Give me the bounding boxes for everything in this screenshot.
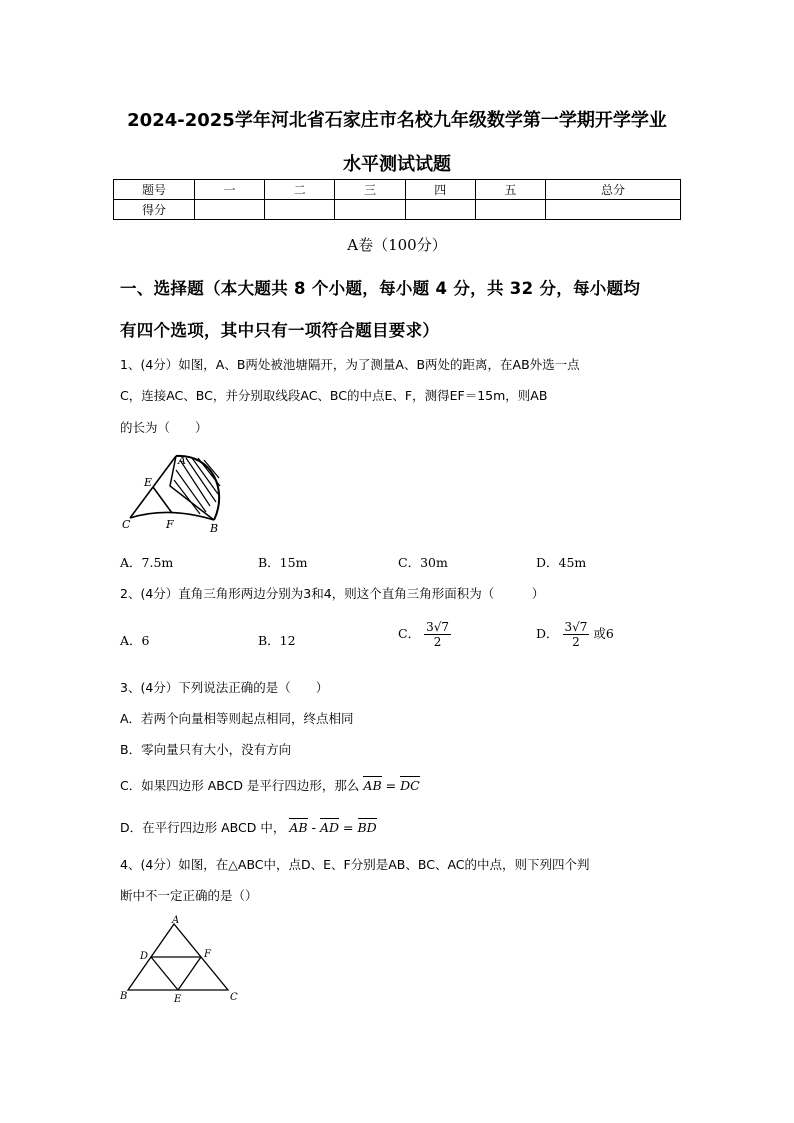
- score-table-score-row: [114, 200, 681, 220]
- q3-option-d[interactable]: [120, 818, 680, 836]
- q1-option-c[interactable]: C．30m: [398, 555, 448, 570]
- fig-label-e: E: [144, 476, 153, 489]
- table-cell: 二: [265, 180, 335, 200]
- q2-option-b[interactable]: B．12: [258, 633, 296, 648]
- volume-label: A卷（100分）: [347, 236, 447, 254]
- equals-sign: =: [381, 778, 401, 793]
- vector-ad: AD: [320, 820, 340, 835]
- table-cell: 一: [195, 180, 265, 200]
- section1-heading-line2: 有四个选项，其中只有一项符合题目要求）: [120, 321, 440, 340]
- q2-option-c[interactable]: [398, 620, 451, 649]
- fig-label-b: B: [210, 522, 219, 535]
- q1-option-d[interactable]: D．45m: [536, 555, 587, 570]
- fig-label-a: A: [172, 915, 180, 926]
- table-cell: 总分: [546, 180, 681, 200]
- fig-label-f: F: [166, 518, 174, 531]
- q3-option-c[interactable]: [120, 776, 680, 794]
- fig-label-e: E: [174, 994, 182, 1005]
- q3-option-b[interactable]: B．零向量只有大小，没有方向: [120, 742, 292, 757]
- minus-sign: -: [307, 820, 321, 835]
- score-table-header-row: [114, 180, 681, 200]
- vector-dc: DC: [400, 778, 420, 793]
- q4-triangle-figure: [116, 914, 246, 1006]
- vector-bd: BD: [357, 820, 377, 835]
- fig-label-b: B: [120, 991, 128, 1002]
- table-cell: 五: [475, 180, 545, 200]
- q1-option-a[interactable]: A．7.5m: [120, 555, 174, 570]
- q1-stem-line1: 1、(4分）如图，A、B两处被池塘隔开，为了测量A、B两处的距离，在AB外选一点: [120, 357, 580, 372]
- section1-heading-line1: 一、选择题（本大题共 8 个小题，每小题 4 分，共 32 分，每小题均: [120, 279, 641, 298]
- fraction-denominator: 2: [433, 635, 442, 649]
- q2-option-d-label: D．: [536, 626, 559, 641]
- q3-option-a[interactable]: A．若两个向量相等则起点相同，终点相同: [120, 711, 354, 726]
- equals-sign: =: [339, 820, 358, 835]
- q4-stem-line2: 断中不一定正确的是（）: [120, 888, 258, 903]
- fraction: [424, 620, 451, 649]
- score-input-cell[interactable]: [265, 200, 335, 220]
- score-input-cell[interactable]: [335, 200, 405, 220]
- q3-option-d-text: D．在平行四边形 ABCD 中，: [120, 820, 286, 835]
- q1-stem-line2: C，连接AC、BC，并分别取线段AC、BC的中点E、F，测得EF＝15m，则AB: [120, 388, 548, 403]
- fraction-denominator: 2: [572, 635, 580, 649]
- q1-figure: [118, 446, 228, 536]
- exam-title-line2: 水平测试试题: [343, 154, 451, 175]
- score-table: [113, 179, 681, 220]
- score-input-cell[interactable]: [195, 200, 265, 220]
- fig-label-f: F: [204, 949, 211, 960]
- score-input-cell[interactable]: [546, 200, 681, 220]
- fig-label-a: A: [178, 454, 186, 467]
- fraction-numerator: 3√7: [426, 620, 449, 634]
- q2-option-c-label: C．: [398, 626, 421, 641]
- fraction-numerator: 3√7: [564, 620, 588, 634]
- fraction: [563, 620, 590, 649]
- table-cell: 得分: [114, 200, 195, 220]
- fig-label-c: C: [122, 518, 131, 531]
- q1-option-b[interactable]: B．15m: [258, 555, 308, 570]
- vector-ab: AB: [289, 820, 308, 835]
- q2-option-a[interactable]: A．6: [120, 633, 150, 648]
- q1-stem-line3: 的长为（ ）: [120, 420, 208, 435]
- exam-title-line1: 2024-2025学年河北省石家庄市名校九年级数学第一学期开学学业: [127, 110, 667, 131]
- q3-option-c-text: C．如果四边形 ABCD 是平行四边形，那么: [120, 778, 360, 793]
- q2-option-d-suffix: 或6: [593, 626, 614, 641]
- score-input-cell[interactable]: [475, 200, 545, 220]
- fig-label-d: D: [140, 951, 149, 962]
- fig-label-c: C: [230, 992, 238, 1003]
- vector-ab: AB: [363, 778, 382, 793]
- q3-stem: 3、(4分）下列说法正确的是（ ）: [120, 680, 329, 695]
- table-cell: 三: [335, 180, 405, 200]
- q2-option-d[interactable]: [536, 620, 614, 649]
- score-input-cell[interactable]: [405, 200, 475, 220]
- q4-stem-line1: 4、(4分）如图，在△ABC中，点D、E、F分别是AB、BC、AC的中点，则下列四个判: [120, 857, 590, 872]
- q2-stem: 2、(4分）直角三角形两边分别为3和4，则这个直角三角形面积为（ ）: [120, 586, 545, 601]
- table-cell: 四: [405, 180, 475, 200]
- table-cell: 题号: [114, 180, 195, 200]
